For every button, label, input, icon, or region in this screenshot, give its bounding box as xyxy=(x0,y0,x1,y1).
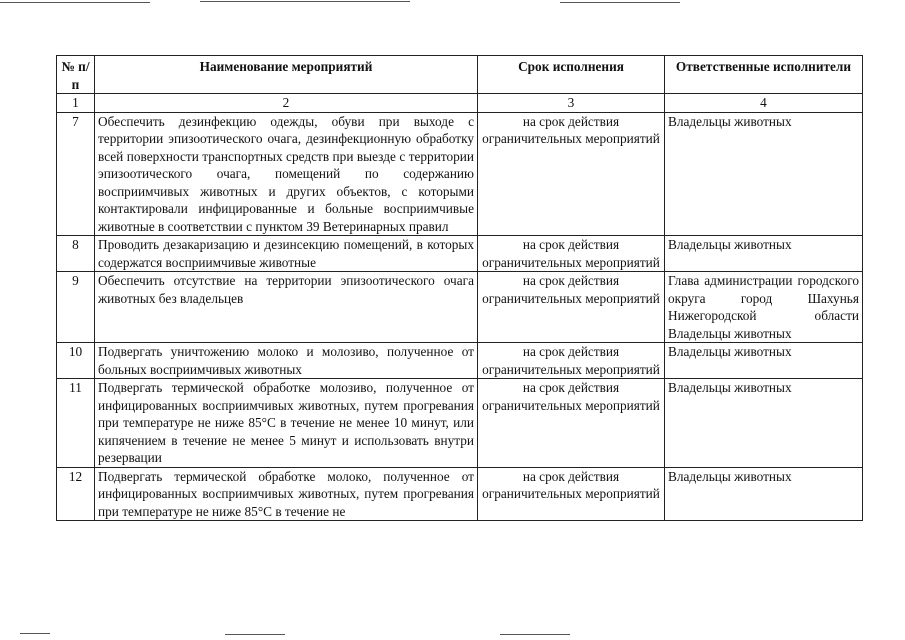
row-responsible: Владельцы животных xyxy=(665,236,863,272)
row-number: 12 xyxy=(57,467,95,521)
table-row xyxy=(57,379,863,468)
row-term: на срок действия ограничительных мероприятий xyxy=(478,467,665,521)
scan-artifact-top-mid xyxy=(200,1,410,2)
scan-artifact-bottom-left xyxy=(20,633,50,634)
row-number: 11 xyxy=(57,379,95,468)
row-term: на срок действия ограничительных мероприятий xyxy=(478,272,665,343)
row-action: Подвергать уничтожению молоко и молозиво, полученное от больных восприимчивых животных xyxy=(95,343,478,379)
scan-artifact-bottom-mid xyxy=(225,634,285,635)
table-header-row xyxy=(57,56,863,94)
row-responsible xyxy=(665,272,863,343)
header-responsible: Ответственные исполнители xyxy=(665,56,863,94)
column-number-row xyxy=(57,94,863,113)
row-action: Подвергать термической обработке молоко, полученное от инфицированных восприимчивых животных, путем прогревания при температуре не ниже 85°С в течение не xyxy=(95,467,478,521)
scan-artifact-top-right xyxy=(560,2,680,3)
row-term: на срок действия ограничительных мероприятий xyxy=(478,236,665,272)
table-row xyxy=(57,343,863,379)
row-action: Обеспечить дезинфекцию одежды, обуви при выходе с территории эпизоотического очага, дезинфекционную обработку всей поверхности транспортных средств при выезде с территории эпизоотического очага, помещений по содержанию восприимчивых животных и других объектов, с которыми контактировали инфицированные и больные восприимчивые животные в соответствии с пунктом 39 Ветеринарных правил xyxy=(95,112,478,236)
scan-artifact-top-left xyxy=(0,2,150,3)
table-row xyxy=(57,236,863,272)
table-row xyxy=(57,467,863,521)
column-number: 2 xyxy=(95,94,478,113)
row-responsible: Владельцы животных xyxy=(665,112,863,236)
row-number: 10 xyxy=(57,343,95,379)
row-action: Подвергать термической обработке молозиво, полученное от инфицированных восприимчивых животных, путем прогревания при температуре не ниже 85°С в течение не менее 10 минут, или кипячением в течение не менее 5 минут и использовать внутри резервации xyxy=(95,379,478,468)
responsible-owners: Владельцы животных xyxy=(668,325,792,341)
row-number: 8 xyxy=(57,236,95,272)
row-responsible: Владельцы животных xyxy=(665,343,863,379)
row-responsible: Владельцы животных xyxy=(665,379,863,468)
responsible-administration: Глава администрации городского округа город Шахунья Нижегородской области xyxy=(668,273,859,323)
row-term: на срок действия ограничительных мероприятий xyxy=(478,379,665,468)
row-action: Проводить дезакаризацию и дезинсекцию помещений, в которых содержатся восприимчивые животные xyxy=(95,236,478,272)
row-term: на срок действия ограничительных мероприятий xyxy=(478,343,665,379)
measures-table xyxy=(56,55,863,521)
row-number: 7 xyxy=(57,112,95,236)
header-action: Наименование мероприятий xyxy=(95,56,478,94)
column-number: 3 xyxy=(478,94,665,113)
row-responsible: Владельцы животных xyxy=(665,467,863,521)
row-term: на срок действия ограничительных мероприятий xyxy=(478,112,665,236)
row-number: 9 xyxy=(57,272,95,343)
header-number: № п/п xyxy=(57,56,95,94)
scan-artifact-bottom-right xyxy=(500,634,570,635)
table-row xyxy=(57,112,863,236)
column-number: 1 xyxy=(57,94,95,113)
column-number: 4 xyxy=(665,94,863,113)
row-action: Обеспечить отсутствие на территории эпизоотического очага животных без владельцев xyxy=(95,272,478,343)
header-term: Срок исполнения xyxy=(478,56,665,94)
table-row xyxy=(57,272,863,343)
